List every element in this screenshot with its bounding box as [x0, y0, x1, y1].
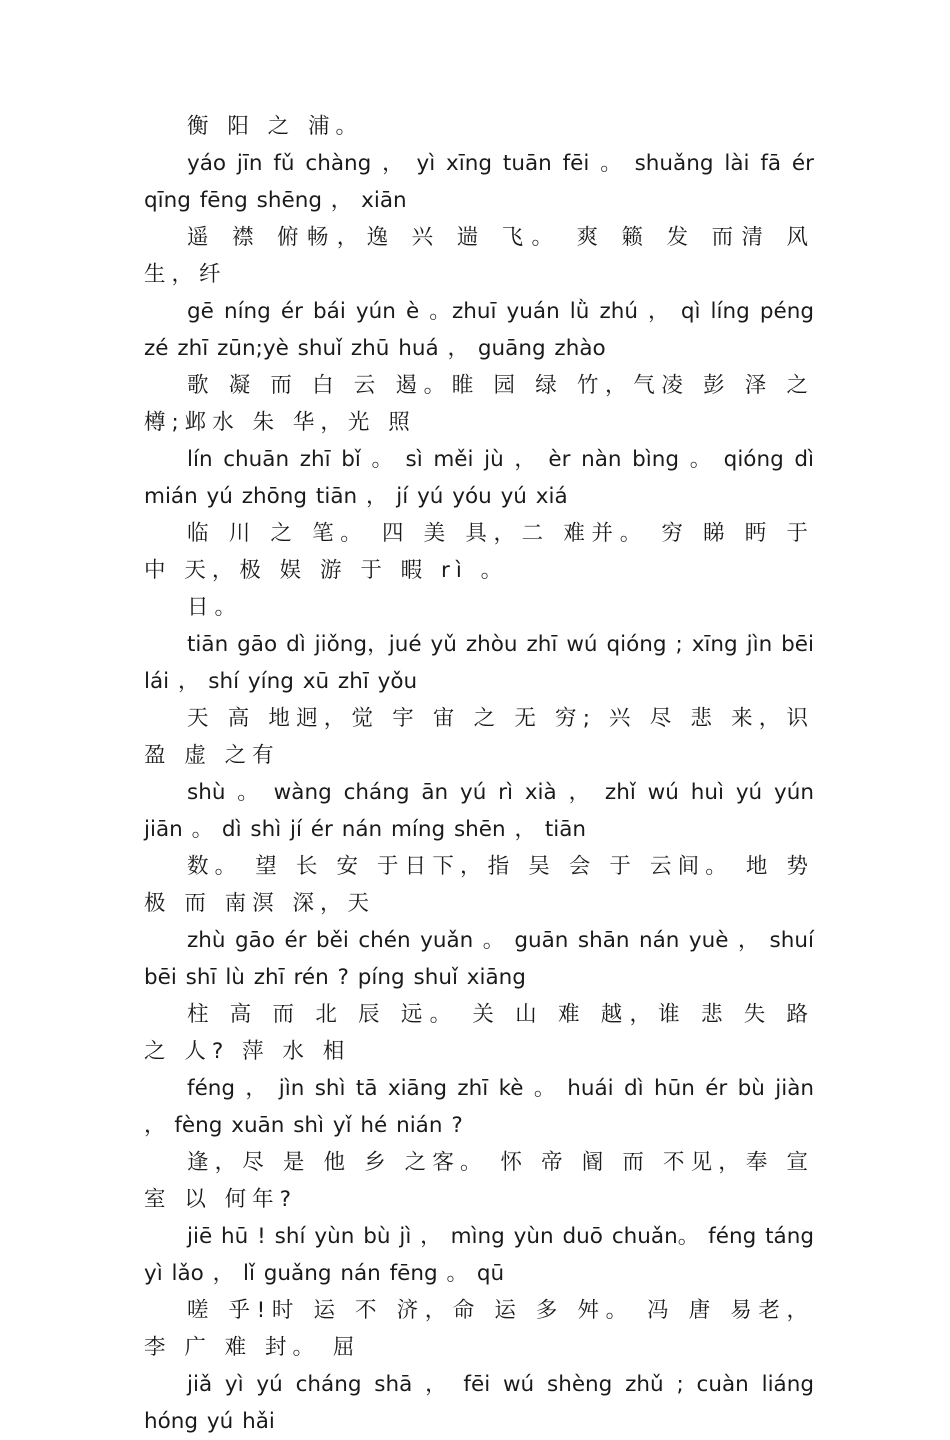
hanzi-line: 临 川 之 笔。 四 美 具，二 难并。 穷 睇 眄 于中 天，极 娱 游 于 暇 rì 。: [144, 521, 814, 583]
pinyin-line: jiē hū ! shí yùn bù jì ， mìng yùn duō chuǎn。 féng táng yì lǎo ， lǐ guǎng nán fēng 。 qū: [144, 1224, 814, 1286]
pinyin-line: jiǎ yì yú cháng shā ， fēi wú shèng zhǔ ; cuàn liáng hóng yú hǎi: [144, 1372, 814, 1434]
pinyin-line: zhù gāo ér běi chén yuǎn 。 guān shān nán yuè ， shuí bēi shī lù zhī rén ? píng shuǐ xiāng: [144, 928, 814, 990]
pinyin-line: shù 。 wàng cháng ān yú rì xià ， zhǐ wú huì yú yún jiān 。 dì shì jí ér nán míng shēn ， tiān: [144, 780, 814, 842]
hanzi-line: 嗟 乎!时 运 不 济，命 运 多 舛。 冯 唐 易老，李 广 难 封。 屈: [144, 1298, 814, 1360]
pinyin-line: gē níng ér bái yún è 。zhuī yuán lǜ zhú ， qì líng péng zé zhī zūn;yè shuǐ zhū huá ， guāng zhào: [144, 299, 814, 361]
hanzi-line: 日。: [187, 595, 243, 620]
hanzi-line: 逢，尽 是 他 乡 之客。 怀 帝 阍 而 不见，奉 宣 室 以 何年?: [144, 1150, 814, 1212]
pinyin-line: féng ， jìn shì tā xiāng zhī kè 。 huái dì hūn ér bù jiàn ， fèng xuān shì yǐ hé nián ?: [144, 1076, 814, 1138]
text-body: [144, 108, 814, 1440]
hanzi-line: 数。 望 长 安 于日下，指 吴 会 于 云间。 地 势 极 而 南溟 深，天: [144, 854, 814, 916]
hanzi-line: 柱 高 而 北 辰 远。 关 山 难 越，谁 悲 失 路 之 人? 萍 水 相: [144, 1002, 814, 1064]
pinyin-line: yáo jīn fǔ chàng ， yì xīng tuān fēi 。 shuǎng lài fā ér qīng fēng shēng ， xiān: [144, 151, 814, 213]
hanzi-line: 天 高 地迥，觉 宇 宙 之 无 穷; 兴 尽 悲 来，识 盈 虚 之有: [144, 706, 814, 768]
pinyin-line: tiān gāo dì jiǒng，jué yǔ zhòu zhī wú qióng ; xīng jìn bēi lái ， shí yíng xū zhī yǒu: [144, 632, 814, 694]
hanzi-line: 歌 凝 而 白 云 遏。睢 园 绿 竹，气凌 彭 泽 之 樽;邺水 朱 华，光 照: [144, 373, 814, 435]
hanzi-line: 衡 阳 之 浦。: [187, 114, 364, 139]
pinyin-line: lín chuān zhī bǐ 。 sì měi jù ， èr nàn bìng 。 qióng dì mián yú zhōng tiān ， jí yú yóu yú xiá: [144, 447, 814, 509]
hanzi-line: 遥 襟 俯畅，逸 兴 遄 飞。 爽 籁 发 而清 风 生，纤: [144, 225, 814, 287]
